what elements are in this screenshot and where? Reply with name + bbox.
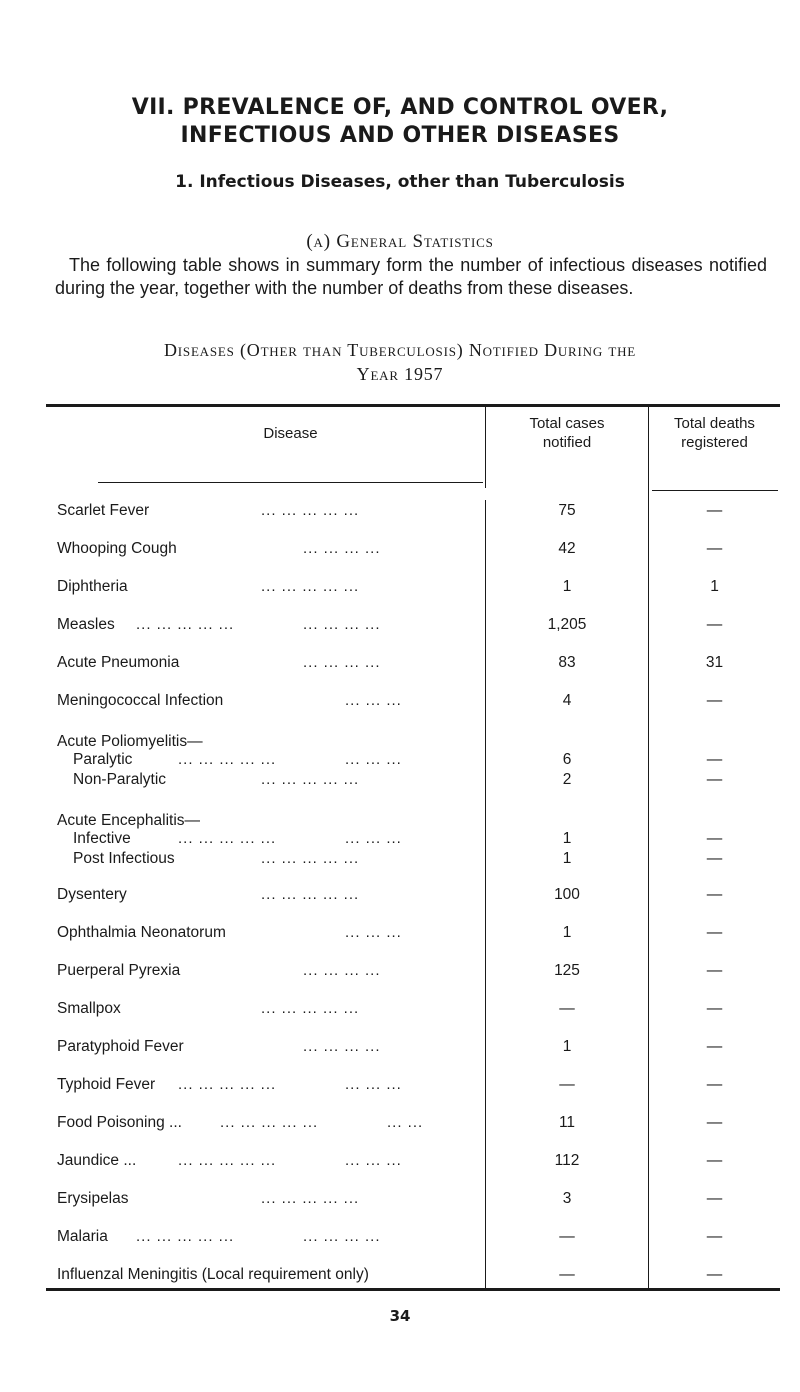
leader-dots: ... ... ...	[345, 830, 402, 847]
leader-dots: ... ... ... ... ...	[178, 751, 277, 768]
leader-dots: ... ... ... ...	[303, 1228, 381, 1245]
table-row	[0, 1265, 800, 1285]
cases-value: 1	[562, 924, 572, 941]
column-header-cases	[486, 414, 648, 452]
deaths-value: 1	[710, 578, 719, 595]
cases-value: 2	[562, 771, 572, 788]
cases-value: 11	[558, 1114, 576, 1131]
disease-name: Malaria	[57, 1228, 108, 1245]
deaths-value: —	[706, 751, 723, 768]
table-row	[0, 1037, 800, 1057]
disease-name: Smallpox	[57, 1000, 121, 1017]
leader-dots: ... ... ... ...	[303, 616, 381, 633]
table-row	[0, 501, 800, 521]
table-row	[0, 849, 800, 869]
deaths-value: —	[706, 1190, 723, 1207]
deaths-value: —	[706, 502, 723, 519]
leader-dots: ... ... ... ... ...	[136, 616, 235, 633]
section-heading: 1. Infectious Diseases, other than Tuberculosis	[175, 172, 625, 192]
cases-value: —	[559, 1266, 575, 1283]
deaths-value: —	[706, 1266, 723, 1283]
table-row	[0, 577, 800, 597]
chapter-title-line-1: VII. PREVALENCE OF, AND CONTROL OVER,	[131, 95, 669, 120]
table-row	[0, 691, 800, 711]
leader-dots: ... ... ...	[345, 924, 402, 941]
disease-name: Infective	[73, 830, 131, 847]
table-bottom-rule	[46, 1288, 780, 1291]
leader-dots: ... ... ... ... ...	[178, 830, 277, 847]
column-header-deaths	[649, 414, 780, 452]
table-row	[0, 770, 800, 790]
deaths-value: —	[706, 830, 723, 847]
leader-dots: ... ... ... ... ...	[261, 1000, 360, 1017]
leader-dots: ... ... ... ... ...	[261, 850, 360, 867]
disease-name: Whooping Cough	[57, 540, 177, 557]
deaths-value: —	[706, 771, 723, 788]
deaths-value: —	[706, 1038, 723, 1055]
column-header-disease	[98, 424, 483, 443]
column-header-cases-line-2: notified	[542, 434, 592, 451]
leader-dots: ... ... ... ... ...	[220, 1114, 319, 1131]
column-header-deaths-line-1: Total deaths	[674, 415, 755, 432]
header-underline-deaths	[652, 490, 778, 491]
subsection-heading: (a) General Statistics	[306, 231, 494, 252]
cases-value: 6	[562, 751, 572, 768]
table-row	[0, 732, 800, 752]
disease-name: Puerperal Pyrexia	[57, 962, 181, 979]
deaths-value: —	[706, 692, 723, 709]
leader-dots: ... ... ...	[345, 1076, 402, 1093]
disease-name: Meningococcal Infection	[57, 692, 224, 709]
cases-value: 1	[562, 830, 572, 847]
leader-dots: ... ... ... ... ...	[136, 1228, 235, 1245]
deaths-value: —	[706, 850, 723, 867]
column-header-deaths-line-2: registered	[681, 434, 748, 451]
deaths-value: —	[706, 540, 723, 557]
leader-dots: ... ... ...	[345, 692, 402, 709]
disease-name: Measles	[57, 616, 115, 633]
table-row	[0, 885, 800, 905]
deaths-value: —	[706, 1228, 723, 1245]
chapter-title-line-2: INFECTIOUS AND OTHER DISEASES	[180, 123, 620, 148]
table-row	[0, 811, 800, 831]
header-underline-disease	[98, 482, 483, 483]
disease-name: Diphtheria	[57, 578, 128, 595]
leader-dots: ... ... ... ...	[303, 1038, 381, 1055]
disease-name: Typhoid Fever	[57, 1076, 156, 1093]
disease-name: Ophthalmia Neonatorum	[57, 924, 226, 941]
cases-value: 112	[554, 1152, 580, 1169]
cases-value: 1,205	[547, 616, 587, 633]
deaths-value: —	[706, 1076, 723, 1093]
disease-name: Erysipelas	[57, 1190, 129, 1207]
disease-name: Food Poisoning ...	[57, 1114, 182, 1131]
disease-name: Jaundice ...	[57, 1152, 137, 1169]
table-row	[0, 539, 800, 559]
disease-name: Acute Pneumonia	[57, 654, 180, 671]
disease-name: Scarlet Fever	[57, 502, 150, 519]
cases-value: —	[559, 1076, 575, 1093]
cases-value: —	[559, 1228, 575, 1245]
table-row	[0, 961, 800, 981]
leader-dots: ... ... ... ... ...	[178, 1076, 277, 1093]
leader-dots: ... ...	[387, 1114, 424, 1131]
column-header-cases-line-1: Total cases	[529, 415, 605, 432]
table-caption-line-1: Diseases (Other than Tuberculosis) Notified During the	[163, 340, 637, 360]
leader-dots: ... ... ... ...	[303, 540, 381, 557]
deaths-value: —	[706, 924, 723, 941]
deaths-value: —	[706, 1000, 723, 1017]
intro-paragraph: The following table shows in summary form the number of infectious diseases notified during the year, together with the number of deaths from these diseases.	[55, 255, 767, 298]
cases-value: 42	[558, 540, 576, 557]
cases-value: 1	[562, 578, 572, 595]
deaths-value: —	[706, 1114, 723, 1131]
deaths-value: 31	[705, 654, 724, 671]
table-row	[0, 1075, 800, 1095]
disease-name: Post Infectious	[73, 850, 175, 867]
table-row	[0, 923, 800, 943]
deaths-value: —	[706, 886, 723, 903]
leader-dots: ... ... ...	[345, 1152, 402, 1169]
cases-value: 75	[558, 502, 576, 519]
table-row	[0, 615, 800, 635]
disease-name: Non-Paralytic	[73, 771, 167, 788]
disease-name: Influenzal Meningitis (Local requirement only)	[57, 1266, 369, 1283]
disease-name: Paratyphoid Fever	[57, 1038, 184, 1055]
leader-dots: ... ... ... ... ...	[261, 771, 360, 788]
cases-value: 1	[562, 1038, 572, 1055]
deaths-value: —	[706, 616, 723, 633]
page-number: 34	[389, 1307, 411, 1325]
table-row	[0, 653, 800, 673]
cases-value: 100	[554, 886, 580, 903]
leader-dots: ... ... ... ...	[303, 654, 381, 671]
cases-value: 1	[562, 850, 572, 867]
disease-group-name: Acute Encephalitis—	[57, 812, 201, 829]
table-row	[0, 829, 800, 849]
disease-name: Dysentery	[57, 886, 127, 903]
disease-group-name: Acute Poliomyelitis—	[57, 733, 203, 750]
cases-value: 3	[562, 1190, 572, 1207]
leader-dots: ... ... ... ... ...	[261, 502, 360, 519]
deaths-value: —	[706, 1152, 723, 1169]
table-row	[0, 1113, 800, 1133]
leader-dots: ... ... ... ...	[303, 962, 381, 979]
leader-dots: ... ... ... ... ...	[178, 1152, 277, 1169]
table-caption-line-2: Year 1957	[356, 364, 444, 384]
cases-value: 4	[562, 692, 572, 709]
leader-dots: ... ... ... ... ...	[261, 578, 360, 595]
table-top-rule	[46, 404, 780, 407]
table-row	[0, 1151, 800, 1171]
disease-name: Paralytic	[73, 751, 133, 768]
leader-dots: ... ... ... ... ...	[261, 1190, 360, 1207]
table-row	[0, 999, 800, 1019]
leader-dots: ... ... ... ... ...	[261, 886, 360, 903]
table-row	[0, 1227, 800, 1247]
leader-dots: ... ... ...	[345, 751, 402, 768]
cases-value: 125	[554, 962, 580, 979]
table-row	[0, 1189, 800, 1209]
column-header-disease-label: Disease	[263, 425, 318, 442]
cases-value: 83	[558, 654, 576, 671]
deaths-value: —	[706, 962, 723, 979]
table-row	[0, 750, 800, 770]
cases-value: —	[559, 1000, 575, 1017]
